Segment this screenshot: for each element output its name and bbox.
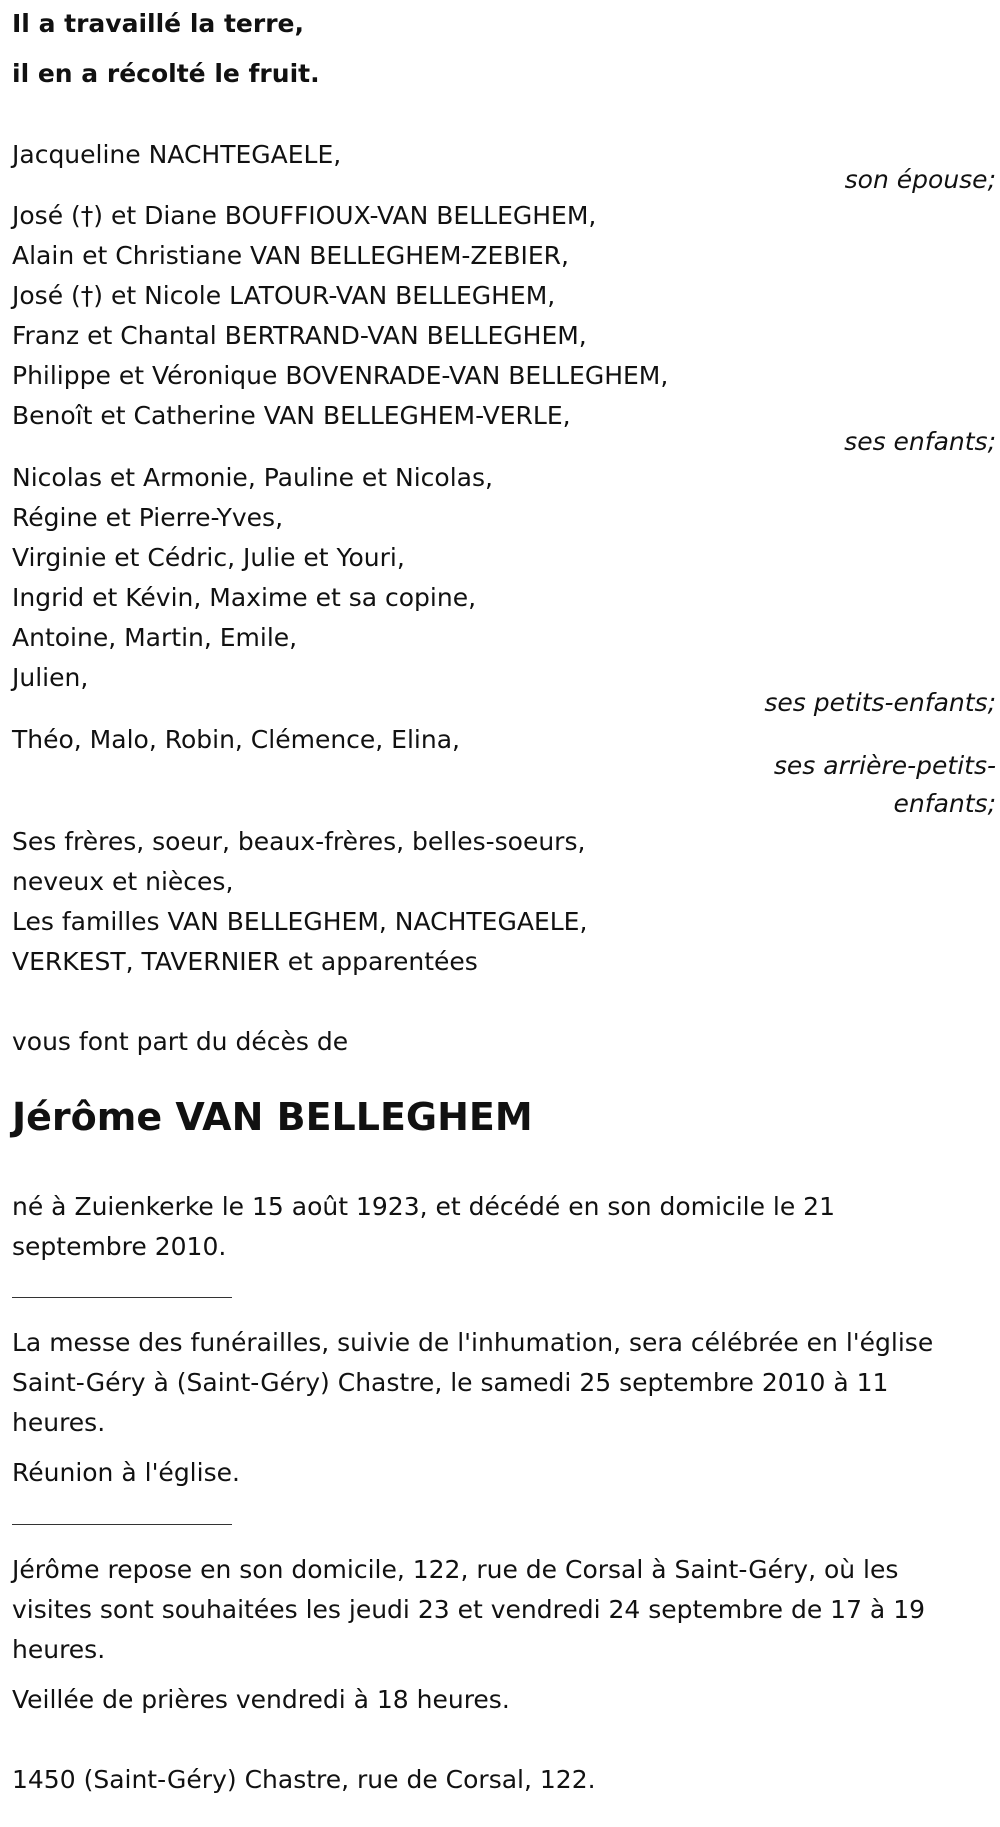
visits-line-1: Jérôme repose en son domicile, 122, rue de Corsal à Saint-Géry, où les: [12, 1555, 899, 1584]
funeral-line-1: La messe des funérailles, suivie de l'inhumation, sera célébrée en l'église: [12, 1328, 934, 1357]
grandchild-line: Ingrid et Kévin, Maxime et sa copine,: [12, 583, 477, 612]
grandchildren-role: ses petits-enfants;: [764, 688, 996, 717]
deceased-name: Jérôme VAN BELLEGHEM: [12, 1095, 533, 1139]
separator-line: [12, 1524, 232, 1525]
grandchild-line: Antoine, Martin, Emile,: [12, 623, 298, 652]
family-line: neveux et nièces,: [12, 867, 234, 896]
spouse-role: son épouse;: [844, 165, 996, 194]
epitaph-line-1: Il a travaillé la terre,: [12, 9, 304, 38]
grandchild-line: Julien,: [12, 663, 89, 692]
visits-line-3: heures.: [12, 1635, 106, 1664]
address-line: 1450 (Saint-Géry) Chastre, rue de Corsal, 122.: [12, 1765, 596, 1794]
vigil-line: Veillée de prières vendredi à 18 heures.: [12, 1685, 510, 1714]
child-line: Alain et Christiane VAN BELLEGHEM-ZEBIER,: [12, 241, 569, 270]
separator-line: [12, 1297, 232, 1298]
child-line: Franz et Chantal BERTRAND-VAN BELLEGHEM,: [12, 321, 587, 350]
family-line: Les familles VAN BELLEGHEM, NACHTEGAELE,: [12, 907, 588, 936]
child-line: Philippe et Véronique BOVENRADE-VAN BELLEGHEM,: [12, 361, 669, 390]
family-line: VERKEST, TAVERNIER et apparentées: [12, 947, 478, 976]
funeral-meeting: Réunion à l'église.: [12, 1458, 240, 1487]
grandchild-line: Régine et Pierre-Yves,: [12, 503, 284, 532]
child-line: José (†) et Nicole LATOUR-VAN BELLEGHEM,: [12, 281, 556, 310]
spouse-name: Jacqueline NACHTEGAELE,: [12, 140, 342, 169]
birth-death-line-2: septembre 2010.: [12, 1232, 227, 1261]
grandchild-line: Virginie et Cédric, Julie et Youri,: [12, 543, 405, 572]
children-role: ses enfants;: [844, 427, 996, 456]
announcement: vous font part du décès de: [12, 1027, 349, 1056]
funeral-line-3: heures.: [12, 1408, 106, 1437]
great-grandchildren-role-2: enfants;: [893, 789, 996, 818]
birth-death-line-1: né à Zuienkerke le 15 août 1923, et décédé en son domicile le 21: [12, 1192, 835, 1221]
child-line: José (†) et Diane BOUFFIOUX-VAN BELLEGHEM,: [12, 201, 597, 230]
epitaph-line-2: il en a récolté le fruit.: [12, 59, 320, 88]
grandchild-line: Nicolas et Armonie, Pauline et Nicolas,: [12, 463, 493, 492]
child-line: Benoît et Catherine VAN BELLEGHEM-VERLE,: [12, 401, 571, 430]
great-grandchild-line: Théo, Malo, Robin, Clémence, Elina,: [12, 725, 460, 754]
funeral-line-2: Saint-Géry à (Saint-Géry) Chastre, le samedi 25 septembre 2010 à 11: [12, 1368, 889, 1397]
family-line: Ses frères, soeur, beaux-frères, belles-soeurs,: [12, 827, 586, 856]
visits-line-2: visites sont souhaitées les jeudi 23 et vendredi 24 septembre de 17 à 19: [12, 1595, 926, 1624]
great-grandchildren-role-1: ses arrière-petits-: [773, 751, 996, 780]
